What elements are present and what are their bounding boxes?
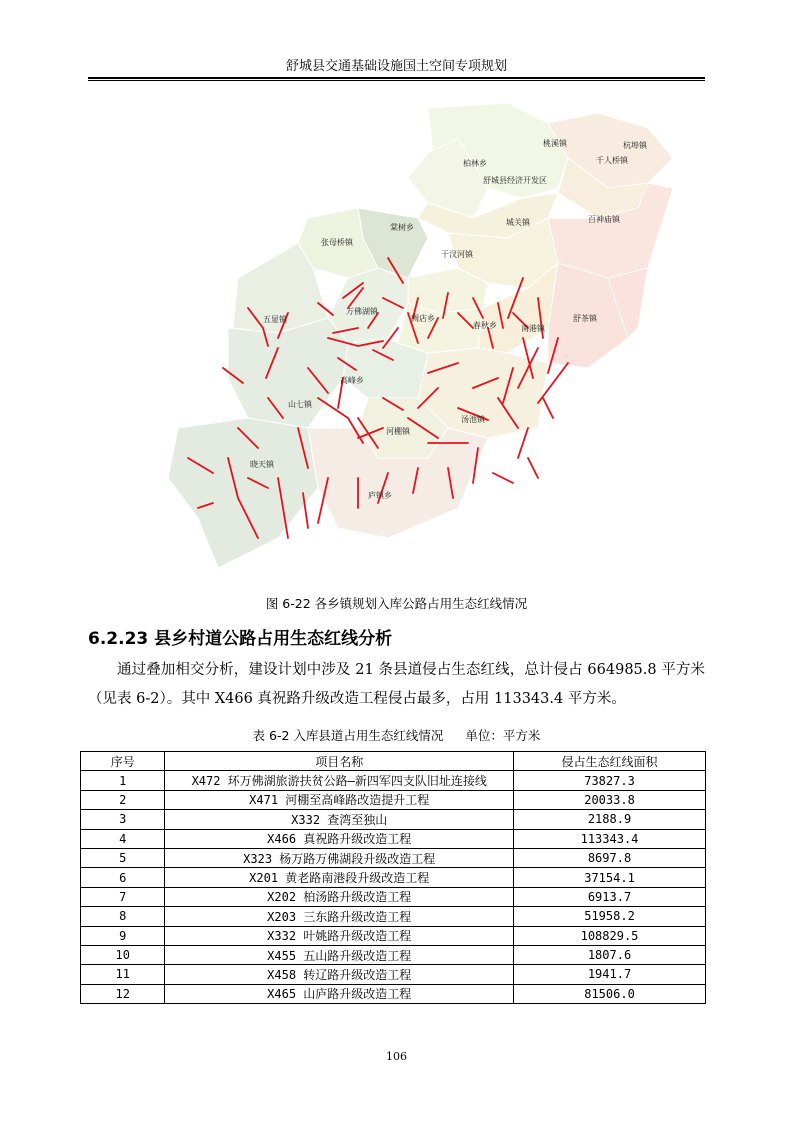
town-label-shucha: 舒茶镇 xyxy=(573,314,597,323)
town-label-baishenmiao: 百神庙镇 xyxy=(588,215,620,224)
cell-area: 37154.1 xyxy=(514,868,706,887)
town-label-ganchahe: 干汊河镇 xyxy=(441,250,473,259)
town-label-nangang: 南港镇 xyxy=(521,324,545,333)
page-number: 106 xyxy=(386,1050,407,1063)
cell-area: 108829.5 xyxy=(514,926,706,945)
cell-project: X455 五山路升级改造工程 xyxy=(165,945,514,964)
cell-index: 11 xyxy=(81,965,165,984)
town-label-bolin: 柏林乡 xyxy=(463,159,487,168)
town-label-chunqiu: 春秋乡 xyxy=(473,321,497,330)
town-label-qianrenqiao: 千人桥镇 xyxy=(596,156,628,165)
town-label-tangchi: 汤池镇 xyxy=(461,415,485,424)
cell-project: X458 转辽路升级改造工程 xyxy=(165,965,514,984)
cell-project: X466 真祝路升级改造工程 xyxy=(165,829,514,848)
township-map xyxy=(128,98,678,588)
cell-area: 20033.8 xyxy=(514,790,706,809)
town-label-quedian: 阙店乡 xyxy=(411,314,435,323)
header-cell-index: 序号 xyxy=(81,752,165,771)
table-row xyxy=(81,945,706,964)
town-label-xiaotian: 晓天镇 xyxy=(250,460,274,469)
cell-project: X465 山庐路升级改造工程 xyxy=(165,984,514,1003)
table-row xyxy=(81,771,706,790)
cell-index: 9 xyxy=(81,926,165,945)
town-label-tangshu: 棠树乡 xyxy=(390,223,414,232)
town-label-zhangmuqiao: 张母桥镇 xyxy=(321,238,353,247)
header-rule-thin xyxy=(88,80,705,81)
cell-area: 6913.7 xyxy=(514,887,706,906)
cell-area: 2188.9 xyxy=(514,810,706,829)
town-label-devzone: 舒城县经济开发区 xyxy=(483,176,547,185)
cell-project: X202 柏汤路升级改造工程 xyxy=(165,887,514,906)
town-label-wuxian: 五显镇 xyxy=(263,315,287,324)
table-row xyxy=(81,926,706,945)
table-caption xyxy=(0,726,793,744)
cell-project: X332 查湾至独山 xyxy=(165,810,514,829)
table-row xyxy=(81,984,706,1003)
section-title: 6.2.23 县乡村道公路占用生态红线分析 xyxy=(88,629,393,649)
town-label-wanfohu: 万佛湖镇 xyxy=(346,307,378,316)
cell-index: 1 xyxy=(81,771,165,790)
town-label-shanqi: 山七镇 xyxy=(288,400,312,409)
header-rule xyxy=(88,77,705,79)
page-header: 舒城县交通基础设施国土空间专项规划 xyxy=(285,59,507,74)
table-row xyxy=(81,810,706,829)
table-header-row xyxy=(81,752,706,771)
cell-project: X472 环万佛湖旅游扶贫公路—新四军四支队旧址连接线 xyxy=(165,771,514,790)
table-row xyxy=(81,868,706,887)
town-label-luzhen: 庐镇乡 xyxy=(368,491,392,500)
cell-project: X201 黄老路南港段升级改造工程 xyxy=(165,868,514,887)
cell-index: 10 xyxy=(81,945,165,964)
cell-project: X332 叶姚路升级改造工程 xyxy=(165,926,514,945)
body-paragraph: 通过叠加相交分析，建设计划中涉及 21 条县道侵占生态红线，总计侵占 664985.8 平方米（见表 6-2）。其中 X466 真祝路升级改造工程侵占最多，占用 113343.4 平方米。 xyxy=(88,662,705,707)
table-row xyxy=(81,848,706,867)
redline-table xyxy=(80,751,706,1004)
figure-caption: 图 6-22 各乡镇规划入库公路占用生态红线情况 xyxy=(265,596,528,611)
cell-index: 7 xyxy=(81,887,165,906)
cell-index: 4 xyxy=(81,829,165,848)
table-unit: 单位：平方米 xyxy=(465,728,541,743)
cell-area: 1941.7 xyxy=(514,965,706,984)
cell-project: X471 河棚至高峰路改造提升工程 xyxy=(165,790,514,809)
table-row xyxy=(81,887,706,906)
cell-area: 113343.4 xyxy=(514,829,706,848)
cell-project: X203 三东路升级改造工程 xyxy=(165,907,514,926)
cell-project: X323 杨万路万佛湖段升级改造工程 xyxy=(165,848,514,867)
cell-index: 2 xyxy=(81,790,165,809)
cell-index: 8 xyxy=(81,907,165,926)
cell-area: 8697.8 xyxy=(514,848,706,867)
town-label-taoxi: 桃溪镇 xyxy=(543,139,567,148)
cell-area: 1807.6 xyxy=(514,945,706,964)
header-cell-area: 侵占生态红线面积 xyxy=(514,752,706,771)
town-label-chengguan: 城关镇 xyxy=(506,218,530,227)
cell-index: 3 xyxy=(81,810,165,829)
table-row xyxy=(81,907,706,926)
table-row xyxy=(81,790,706,809)
cell-index: 12 xyxy=(81,984,165,1003)
town-label-hangbu: 杭埠镇 xyxy=(623,141,647,150)
cell-area: 51958.2 xyxy=(514,907,706,926)
cell-area: 81506.0 xyxy=(514,984,706,1003)
table-row xyxy=(81,965,706,984)
table-title: 表 6-2 入库县道占用生态红线情况 xyxy=(252,728,444,743)
cell-index: 6 xyxy=(81,868,165,887)
town-label-gaofeng: 高峰乡 xyxy=(340,376,364,385)
cell-area: 73827.3 xyxy=(514,771,706,790)
header-cell-project: 项目名称 xyxy=(165,752,514,771)
table-row xyxy=(81,829,706,848)
town-label-hepeng: 河棚镇 xyxy=(386,427,410,436)
cell-index: 5 xyxy=(81,848,165,867)
